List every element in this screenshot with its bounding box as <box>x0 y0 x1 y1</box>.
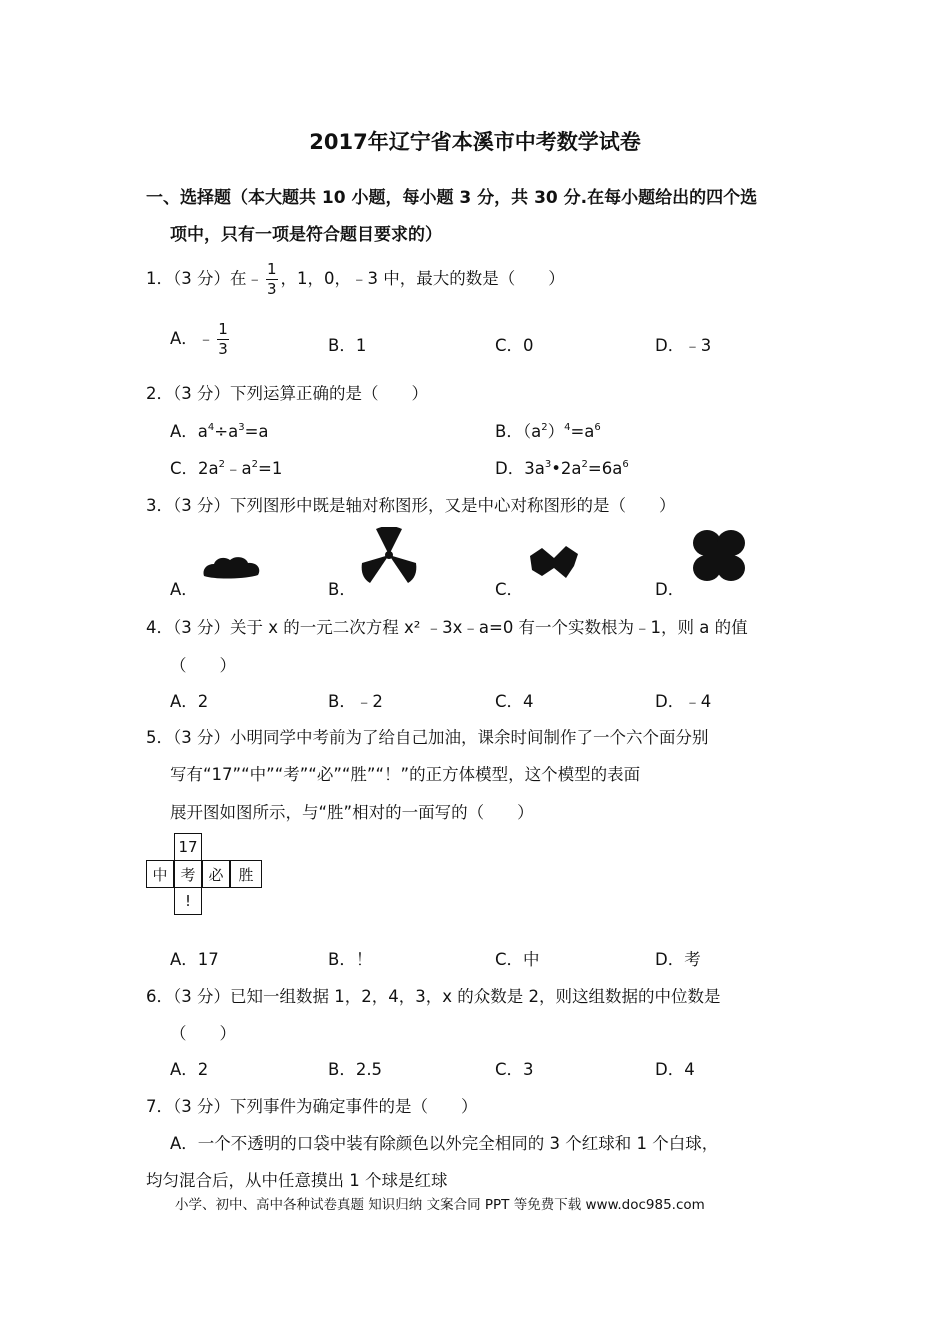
q1-option-a-fraction <box>216 322 230 357</box>
net-cell-zhong: 中 <box>146 860 174 888</box>
question-7: 7．（3 分）下列事件为确定事件的是（ ） <box>146 1097 478 1116</box>
q1-option-c: C．0 <box>495 336 534 355</box>
q3-option-d: D． <box>655 580 685 599</box>
net-cell-kao: 考 <box>174 860 202 888</box>
q1-opta-den: 3 <box>218 340 228 358</box>
q6-option-d: D．4 <box>655 1060 695 1079</box>
q4-option-a: A．2 <box>170 692 209 711</box>
page-footer: 小学、初中、高中各种试卷真题 知识归纳 文案合同 PPT 等免费下载 www.doc985.com <box>175 1197 705 1213</box>
section-heading-line1: 一、选择题（本大题共 10 小题，每小题 3 分，共 30 分.在每小题给出的四个选 <box>146 188 758 208</box>
q1-option-b: B．1 <box>328 336 367 355</box>
q4-option-d: D．﹣4 <box>655 692 712 711</box>
q1-fraction <box>265 262 279 297</box>
q6-option-a: A．2 <box>170 1060 209 1079</box>
section-heading-line2: 项中，只有一项是符合题目要求的） <box>170 225 442 245</box>
net-cell-bi: 必 <box>202 860 230 888</box>
q2-option-c: C．$2a^2﹣a^2=1$ <box>170 459 283 478</box>
q4-option-c: C．4 <box>495 692 534 711</box>
question-4-line1: 4．（3 分）关于 x 的一元二次方程 x² ﹣3x﹣a=0 有一个实数根为﹣1，则 a 的值 <box>146 618 748 637</box>
question-5-line3: 展开图如图所示，与“胜”相对的一面写的（ ） <box>170 803 534 822</box>
q3-option-b: B． <box>328 580 356 599</box>
net-cell-sheng: 胜 <box>230 860 262 888</box>
question-2: 2．（3 分）下列运算正确的是（ ） <box>146 384 428 403</box>
q1-opta-num: 1 <box>218 320 228 338</box>
q5-option-a: A．17 <box>170 950 219 969</box>
q1-frac-den: 3 <box>267 280 277 298</box>
question-3: 3．（3 分）下列图形中既是轴对称图形，又是中心对称图形的是（ ） <box>146 496 676 515</box>
net-cell-17: 17 <box>174 833 202 861</box>
four-leaf-figure <box>688 528 750 584</box>
q2-option-a: A．$a^4\div a^3=a$ <box>170 422 269 441</box>
q7-option-a-line2: 均匀混合后，从中任意摸出 1 个球是红球 <box>146 1171 448 1190</box>
q6-option-c: C．3 <box>495 1060 534 1079</box>
q1-option-a <box>170 322 232 357</box>
q1-suffix: ，1，0，﹣3 中，最大的数是（ ） <box>280 269 565 288</box>
question-5-line2: 写有“17”“中”“考”“必”“胜”“！”的正方体模型，这个模型的表面 <box>170 765 641 784</box>
q2-option-d: D．$3a^3•2a^2=6a^6$ <box>495 459 629 478</box>
three-lobe-figure <box>356 527 422 585</box>
q1-prefix: 1．（3 分）在﹣ <box>146 269 263 288</box>
q1-frac-num: 1 <box>267 260 277 278</box>
q5-option-b: B．！ <box>328 950 373 969</box>
q5-option-c: C．中 <box>495 950 540 969</box>
q6-option-b: B．2.5 <box>328 1060 383 1079</box>
q3-option-c: C． <box>495 580 524 599</box>
q3-option-a: A． <box>170 580 198 599</box>
question-1 <box>146 262 565 297</box>
q4-option-b: B．﹣2 <box>328 692 383 711</box>
q1-option-d: D．﹣3 <box>655 336 712 355</box>
bow-tie-figure <box>528 544 580 580</box>
cloud-shape-figure <box>200 552 262 582</box>
question-5-line1: 5．（3 分）小明同学中考前为了给自己加油，课余时间制作了一个六个面分别 <box>146 728 709 747</box>
q1-option-a-label: A．﹣ <box>170 329 215 348</box>
net-cell-exclaim: ! <box>174 887 202 915</box>
question-6-line2: （ ） <box>170 1024 236 1043</box>
page-title: 2017年辽宁省本溪市中考数学试卷 <box>309 130 641 154</box>
q2-option-b: B．$(a^2)^4=a^6$ <box>495 422 601 441</box>
question-4-line2: （ ） <box>170 656 236 675</box>
question-6-line1: 6．（3 分）已知一组数据 1，2，4，3，x 的众数是 2，则这组数据的中位数是 <box>146 987 721 1006</box>
q5-option-d: D．考 <box>655 950 701 969</box>
q7-option-a-line1: A．一个不透明的口袋中装有除颜色以外完全相同的 3 个红球和 1 个白球， <box>170 1134 719 1153</box>
